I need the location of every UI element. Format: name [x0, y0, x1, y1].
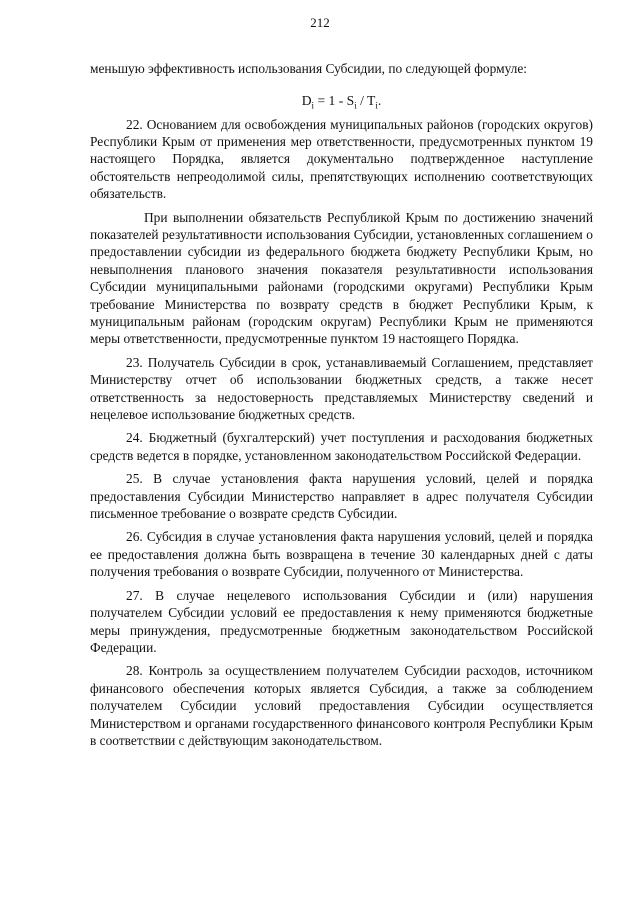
- paragraph-27: 27. В случае нецелевого использования Субсидии и (или) нарушения получателем Субсидии условий ее предоставления к нему применяются бюджетные меры принуждения, предусмотренные бюджетным законодательством Российской Федерации.: [90, 587, 593, 655]
- formula-slash: / T: [356, 93, 376, 109]
- page-number: 212: [310, 15, 330, 30]
- formula-s-subscript: i: [354, 101, 357, 112]
- document-body: [90, 60, 593, 749]
- formula-end: .: [377, 93, 382, 109]
- lead-line: меньшую эффективность использования Субсидии, по следующей формуле:: [90, 61, 528, 76]
- paragraph-23: 23. Получатель Субсидии в срок, устанавливаемый Соглашением, представляет Министерству отчет об использовании бюджетных средств, а также несет ответственность за недостоверность представляемых Министерству сведений и нецелевое использование бюджетных средств.: [90, 354, 593, 423]
- formula: [90, 92, 593, 115]
- formula-middle: = 1 - S: [314, 93, 355, 109]
- paragraph-22-continuation: При выполнении обязательств Республикой Крым по достижению значений показателей результативности использования Субсидии, установленных соглашением о предоставлении субсидии из федерального бюджета бюджету Республики Крым, но невыполнения планового значения показателя результативности использования Субсидии муниципальными районами (городскими округами) Республики Крым требование Министерства по возврату средств в бюджет Республики Крым, к муниципальным районам (городским округам) Республики Крым не применяются меры ответственности, предусмотренные пунктом 19 настоящего Порядка.: [90, 209, 593, 347]
- paragraph-26: 26. Субсидия в случае установления факта нарушения условий, целей и порядка ее предоставления должна быть возвращена в течение 30 календарных дней с даты получения требования о возврате Субсидии, полученного от Министерства.: [90, 529, 593, 580]
- formula-d: D: [301, 93, 312, 109]
- paragraph-25: 25. В случае установления факта нарушения условий, целей и порядка предоставления Субсидии Министерство направляет в адрес получателя Субсидии письменное требование о возврате средств Субсидии.: [90, 471, 593, 522]
- formula-t-subscript: i: [375, 101, 378, 112]
- paragraph-22: 22. Основанием для освобождения муниципальных районов (городских округов) Республики Крым от применения мер ответственности, предусмотренных пунктом 19 настоящего Порядка, является документально подтвержденное наступление обстоятельств непреодолимой силы, препятствующих исполнению соответствующих обязательств.: [90, 116, 593, 202]
- paragraph-24: 24. Бюджетный (бухгалтерский) учет поступления и расходования бюджетных средств ведется в порядке, установленном законодательством Российской Федерации.: [90, 430, 593, 463]
- paragraph-28: 28. Контроль за осуществлением получателем Субсидии расходов, источником финансового обеспечения которых является Субсидия, а также за соблюдением получателем Субсидии условий предоставления Субсидии осуществляется Министерством и органами государственного финансового контроля Республики Крым в соответствии с действующим законодательством.: [90, 663, 593, 748]
- formula-d-subscript: i: [311, 101, 315, 112]
